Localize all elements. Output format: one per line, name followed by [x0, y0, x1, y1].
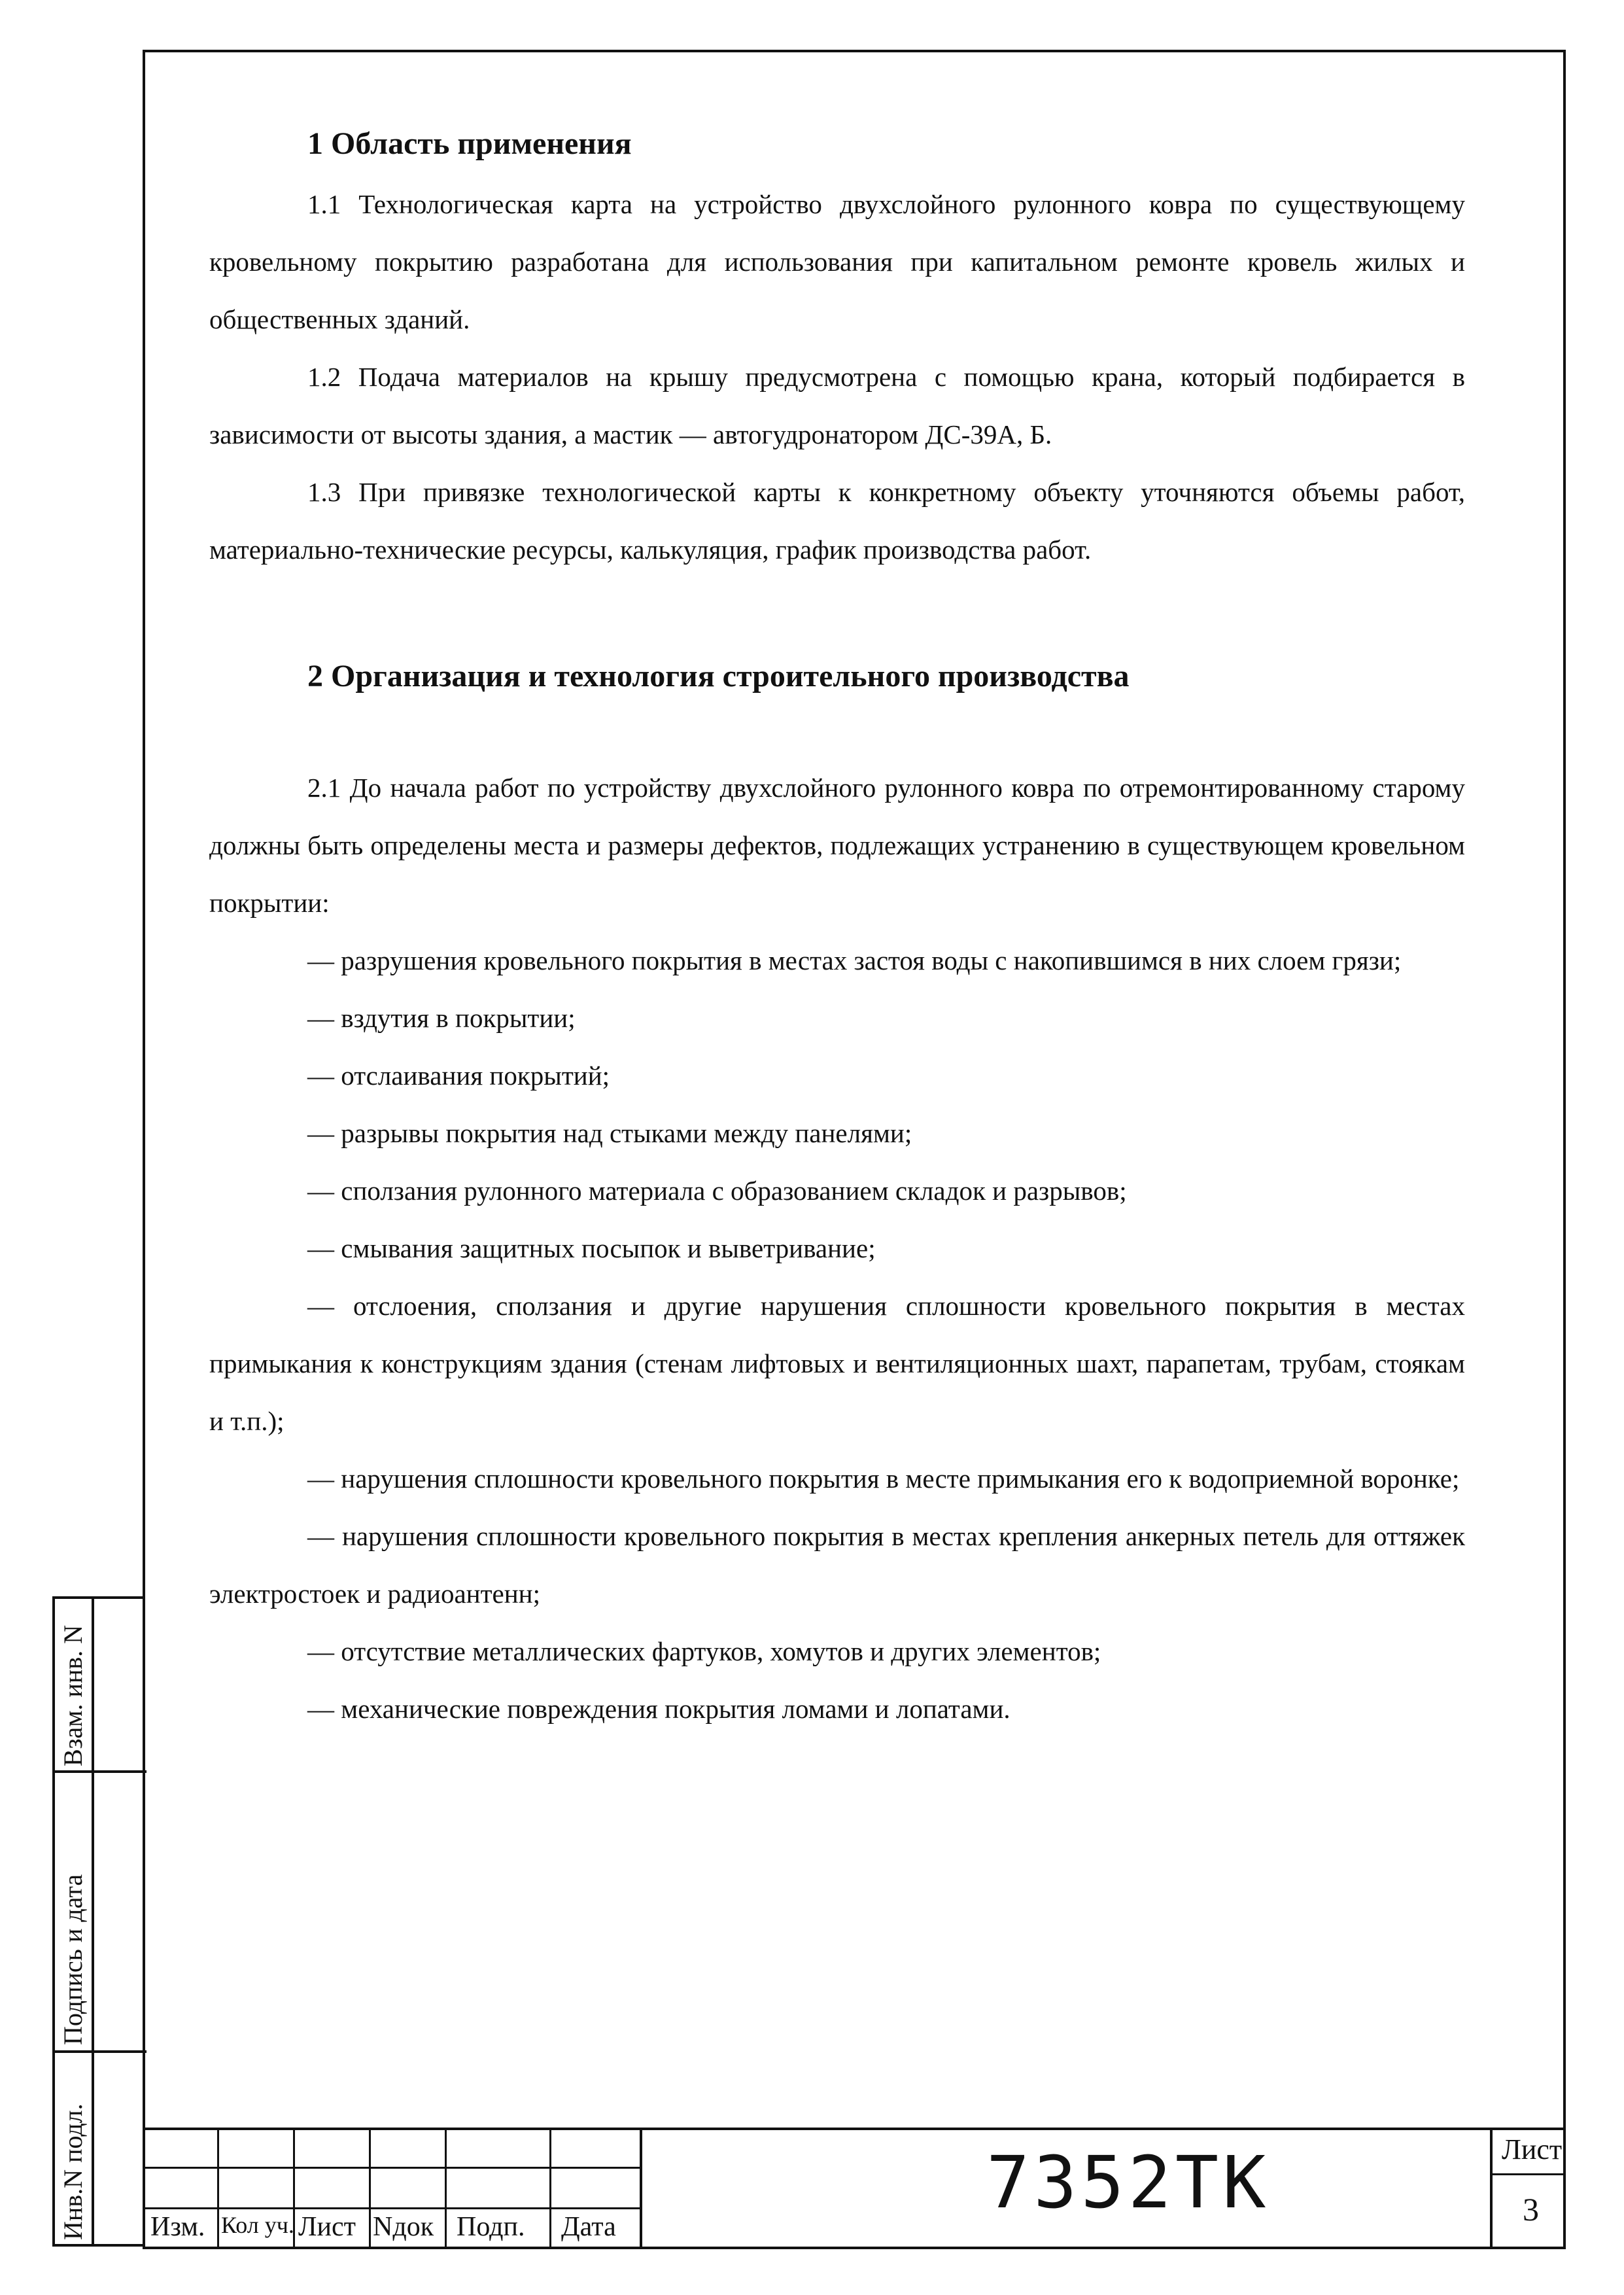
title-block-line — [445, 2128, 447, 2249]
title-block-line — [369, 2128, 371, 2249]
section-1-title: 1 Область применения — [307, 126, 632, 161]
title-block-col-list: Лист — [298, 2212, 356, 2242]
title-block-line — [549, 2128, 551, 2249]
title-block-line — [1490, 2173, 1566, 2175]
paragraph-1-2: 1.2 Подача материалов на крышу предусмотрена с помощью крана, который подбирается в зависимости от высоты здания, а мастик — автогудронатором ДС-39А, Б. — [209, 362, 1465, 449]
paragraph-1-3: 1.3 При привязке технологической карты к конкретному объекту уточняются объемы работ, материально-технические ресурсы, калькуляция, график производства работ. — [209, 477, 1465, 565]
side-stamp-divider — [92, 1599, 94, 2244]
side-label-inv: Инв.N подл. — [58, 2103, 88, 2240]
side-stamp — [52, 1596, 144, 2247]
title-block-col-izm: Изм. — [150, 2212, 205, 2242]
title-block-col-kol-uch: Кол уч. — [221, 2212, 294, 2238]
list-item: — отслоения, сползания и другие нарушения сплошности кровельного покрытия в местах примыкания к конструкциям здания (стенам лифтовых и вентиляционных шахт, парапетам, трубам, стоякам и т.п.); — [209, 1291, 1465, 1436]
list-item: — нарушения сплошности кровельного покрытия в местах крепления анкерных петель для оттяжек электростоек и радиоантенн; — [209, 1521, 1465, 1609]
section-2-title: 2 Организация и технология строительного производства — [307, 659, 1130, 693]
list-item: — механические повреждения покрытия ломами и лопатами. — [307, 1694, 1011, 1724]
title-block-line — [143, 2128, 1566, 2130]
list-item: — смывания защитных посыпок и выветривание; — [307, 1233, 876, 1263]
list-item: — отсутствие металлических фартуков, хомутов и других элементов; — [307, 1636, 1101, 1666]
list-item: — разрушения кровельного покрытия в местах застоя воды с накопившимся в них слоем грязи; — [307, 945, 1402, 975]
sheet-number: 3 — [1523, 2191, 1539, 2228]
paragraph-1-1: 1.1 Технологическая карта на устройство двухслойного рулонного ковра по существующему кровельному покрытию разработана для использования при капитальном ремонте кровель жилых и общественных зданий. — [209, 189, 1465, 334]
side-stamp-divider — [55, 2050, 147, 2053]
list-item: — разрывы покрытия над стыками между панелями; — [307, 1118, 912, 1148]
list-item: — нарушения сплошности кровельного покрытия в месте примыкания его к водоприемной воронке; — [307, 1463, 1460, 1494]
title-block-col-ndok: Nдок — [373, 2212, 434, 2242]
side-label-podpis: Подпись и дата — [58, 1874, 88, 2045]
title-block-line — [640, 2128, 642, 2249]
list-item: — сползания рулонного материала с образованием складок и разрывов; — [307, 1176, 1127, 1206]
title-block-line — [217, 2128, 219, 2249]
document-body — [209, 124, 1465, 1738]
paragraph-2-1: 2.1 До начала работ по устройству двухслойного рулонного ковра по отремонтированному старому должны быть определены места и размеры дефектов, подлежащих устранению в существующем кровельном покрытии: — [209, 773, 1465, 918]
title-block — [143, 2128, 1566, 2249]
title-block-col-data: Дата — [561, 2212, 616, 2242]
sheet-label: Лист — [1502, 2133, 1563, 2165]
list-item: — вздутия в покрытии; — [307, 1003, 576, 1033]
side-stamp-divider — [55, 1770, 147, 1773]
title-block-col-podp: Подп. — [457, 2212, 525, 2242]
title-block-line — [1490, 2128, 1493, 2249]
list-item: — отслаивания покрытий; — [307, 1060, 610, 1091]
side-label-vzam: Взам. инв. N — [58, 1624, 88, 1766]
document-code: 7352ТК — [986, 2141, 1270, 2224]
